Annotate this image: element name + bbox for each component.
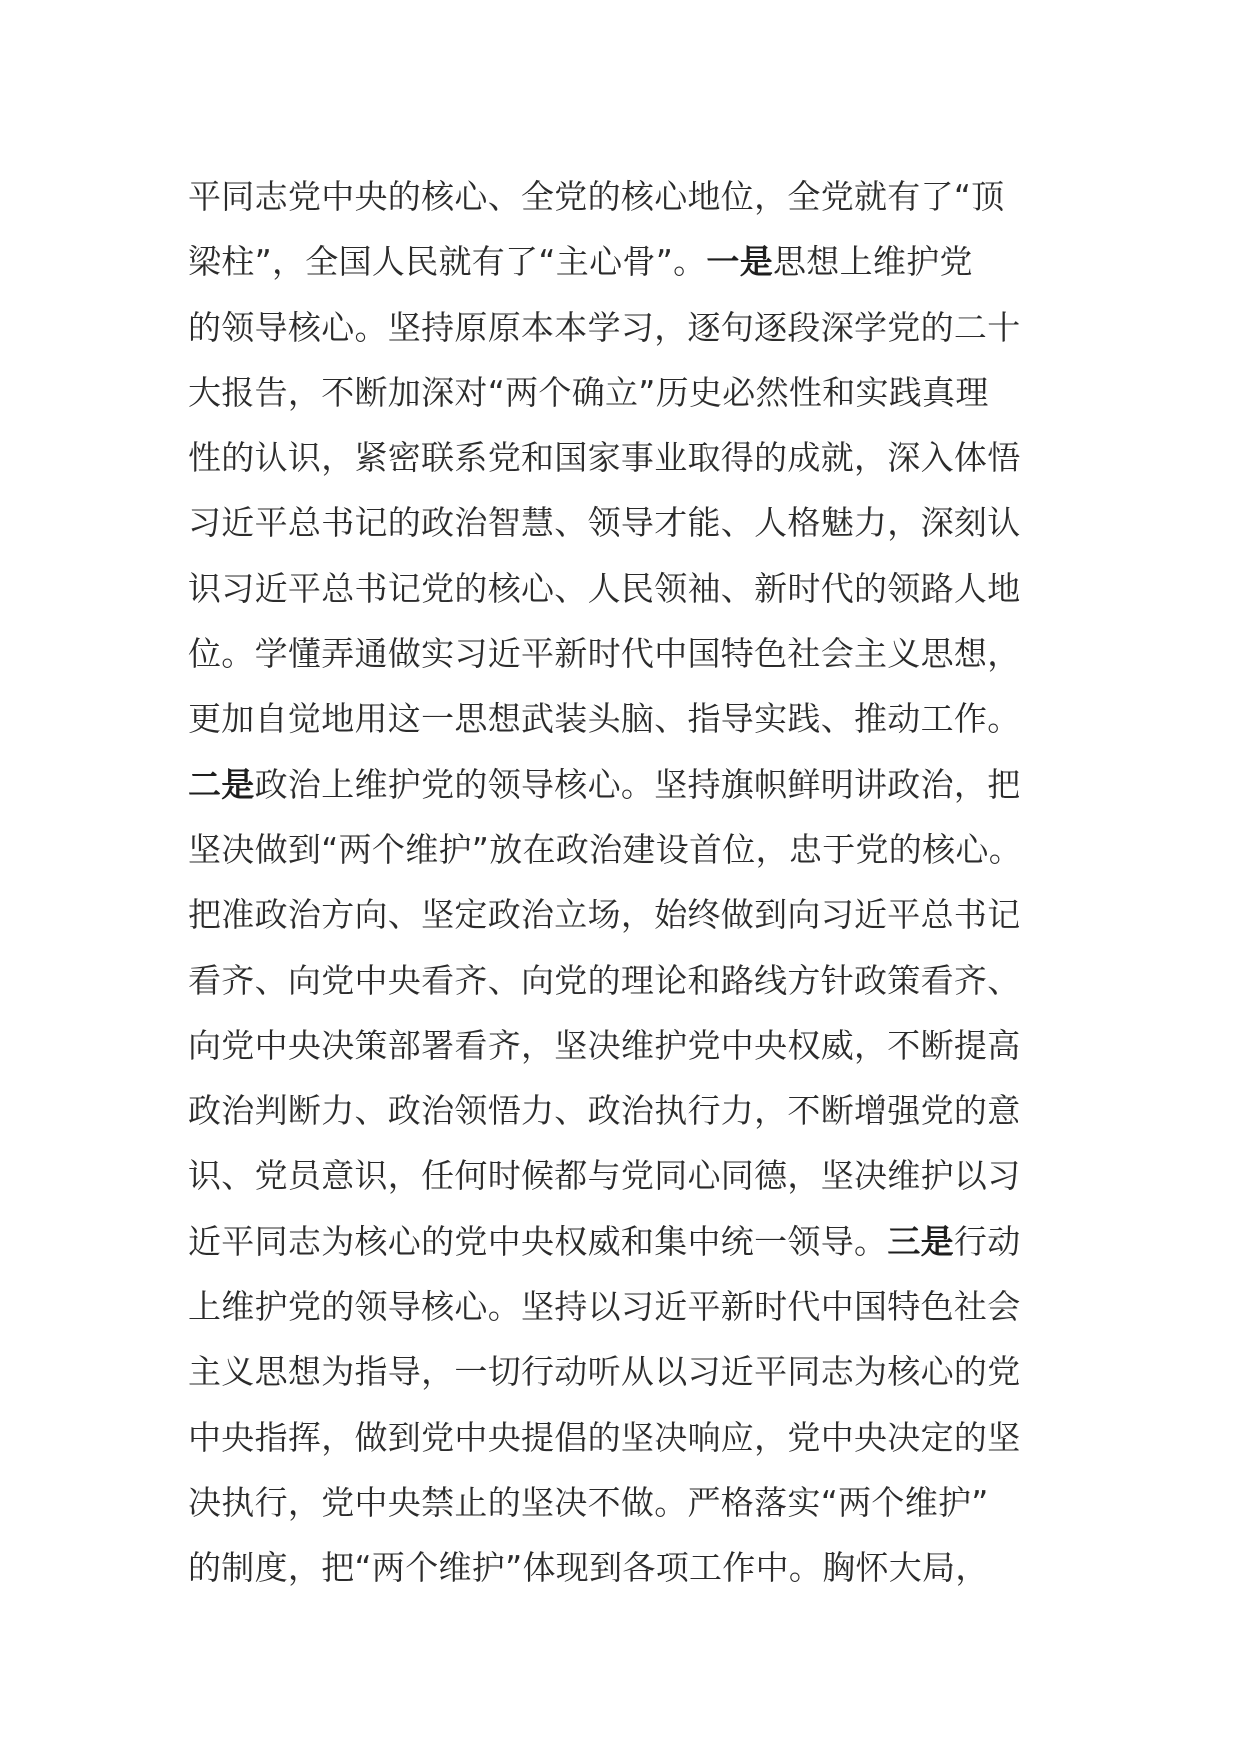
line-text: 的制度，把“两个维护”体现到各项工作中。胸怀大局， xyxy=(188,1548,989,1588)
lead-marker: 二是 xyxy=(188,764,255,804)
line-text: 把准政治方向、坚定政治立场，始终做到向习近平总书记 xyxy=(188,895,1021,935)
text-line xyxy=(188,229,1068,294)
text-line xyxy=(188,1470,1068,1535)
text-line xyxy=(188,1143,1068,1208)
line-text: 决执行，党中央禁止的坚决不做。严格落实“两个维护” xyxy=(188,1482,989,1522)
text-line xyxy=(188,360,1068,425)
line-text-after: 政治上维护党的领导核心。坚持旗帜鲜明讲政治，把 xyxy=(254,764,1021,804)
text-line xyxy=(188,490,1068,555)
text-line xyxy=(188,425,1068,490)
lead-marker: 三是 xyxy=(887,1221,954,1261)
text-line xyxy=(188,556,1068,621)
text-line xyxy=(188,1339,1068,1404)
text-line xyxy=(188,1078,1068,1143)
text-line xyxy=(188,948,1068,1013)
text-line xyxy=(188,1405,1068,1470)
line-text: 向党中央决策部署看齐，坚决维护党中央权威，不断提高 xyxy=(188,1025,1021,1065)
text-line xyxy=(188,295,1068,360)
text-line xyxy=(188,1013,1068,1078)
lead-marker: 一是 xyxy=(706,242,773,282)
line-text: 看齐、向党中央看齐、向党的理论和路线方针政策看齐、 xyxy=(188,960,1021,1000)
line-text-after: 思想上维护党 xyxy=(773,242,973,282)
line-text: 更加自觉地用这一思想武装头脑、指导实践、推动工作。 xyxy=(188,699,1021,739)
text-line xyxy=(188,817,1068,882)
line-text: 性的认识，紧密联系党和国家事业取得的成就，深入体悟 xyxy=(188,438,1021,478)
line-text: 中央指挥，做到党中央提倡的坚决响应，党中央决定的坚 xyxy=(188,1417,1021,1457)
line-text: 习近平总书记的政治智慧、领导才能、人格魅力，深刻认 xyxy=(188,503,1021,543)
line-text: 平同志党中央的核心、全党的核心地位，全党就有了“顶 xyxy=(188,177,1005,216)
line-text: 大报告，不断加深对“两个确立”历史必然性和实践真理 xyxy=(188,372,989,412)
line-text-after: 行动 xyxy=(953,1221,1021,1261)
text-line xyxy=(188,882,1068,947)
text-line xyxy=(188,1535,1068,1600)
line-text: 主义思想为指导，一切行动听从以习近平同志为核心的党 xyxy=(188,1352,1021,1392)
text-line xyxy=(188,621,1068,686)
line-text: 位。学懂弄通做实习近平新时代中国特色社会主义思想， xyxy=(188,634,1021,674)
line-text: 识习近平总书记党的核心、人民领袖、新时代的领路人地 xyxy=(188,568,1021,608)
line-text: 上维护党的领导核心。坚持以习近平新时代中国特色社会 xyxy=(188,1287,1021,1327)
body-paragraph xyxy=(188,164,1068,1601)
text-line xyxy=(188,752,1068,817)
text-line xyxy=(188,686,1068,751)
text-line xyxy=(188,1209,1068,1274)
line-text: 梁柱”，全国人民就有了“主心骨”。 xyxy=(188,242,707,282)
text-line xyxy=(188,1274,1068,1339)
line-text: 坚决做到“两个维护”放在政治建设首位，忠于党的核心。 xyxy=(188,829,1022,869)
text-line xyxy=(188,164,1068,229)
line-text: 近平同志为核心的党中央权威和集中统一领导。 xyxy=(188,1221,888,1261)
line-text: 政治判断力、政治领悟力、政治执行力，不断增强党的意 xyxy=(188,1091,1021,1131)
line-text: 的领导核心。坚持原原本本学习，逐句逐段深学党的二十 xyxy=(188,307,1021,347)
line-text: 识、党员意识，任何时候都与党同心同德，坚决维护以习 xyxy=(188,1156,1021,1196)
